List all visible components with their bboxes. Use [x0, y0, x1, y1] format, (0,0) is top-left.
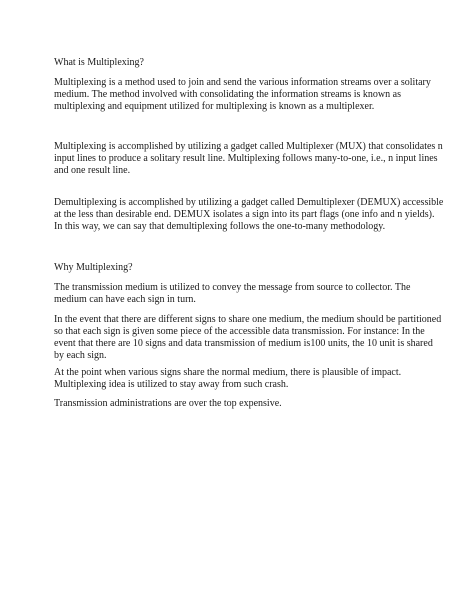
paragraph-medium: [54, 282, 426, 306]
paragraph-expensive: Transmission administrations are over the top expensive.: [54, 398, 282, 409]
text-line: input lines to produce a solitary result line. Multiplexing follows many-to-one, i.e., n input lines: [54, 153, 438, 165]
text-line: at the less than desirable end. DEMUX isolates a sign into its part flags (one info and n yields).: [54, 209, 435, 221]
heading-why-multiplexing: Why Multiplexing?: [54, 262, 133, 273]
text-line: In this way, we can say that demultiplexing follows the one-to-many methodology.: [54, 221, 386, 233]
text-line: and one result line.: [54, 165, 131, 177]
text-line: event that there are 10 signs and data transmission of medium is100 units, the 10 unit is shared: [54, 338, 433, 350]
text-line: Multiplexing idea is utilized to stay away from such crash.: [54, 379, 289, 391]
paragraph-demux: [54, 197, 444, 233]
text-line: The transmission medium is utilized to convey the message from source to collector. The: [54, 282, 411, 293]
text-line: medium. The method involved with consolidating the information streams is known as: [54, 89, 401, 101]
paragraph-mux: [54, 141, 443, 177]
text-line: At the point when various signs share the normal medium, there is plausible of impact.: [54, 367, 402, 378]
heading-what-is-multiplexing: What is Multiplexing?: [54, 57, 144, 68]
paragraph-impact: [54, 367, 426, 391]
paragraph-intro: [54, 77, 431, 113]
text-line: multiplexing and equipment utilized for multiplexing is known as a multiplexer.: [54, 101, 375, 113]
text-line: In the event that there are different signs to share one medium, the medium should be partitioned: [54, 314, 442, 325]
text-line: Demultiplexing is accomplished by utilizing a gadget called Demultiplexer (DEMUX) accessible: [54, 197, 444, 208]
text-line: Multiplexing is accomplished by utilizing a gadget called Multiplexer (MUX) that consolidates n: [54, 141, 443, 152]
paragraph-partition: [54, 314, 442, 362]
text-line: by each sign.: [54, 350, 107, 362]
text-line: medium can have each sign in turn.: [54, 294, 196, 306]
text-line: Multiplexing is a method used to join and send the various information streams over a solitary: [54, 77, 431, 88]
text-line: so that each sign is given some piece of the accessible data transmission. For instance: In the: [54, 326, 425, 338]
